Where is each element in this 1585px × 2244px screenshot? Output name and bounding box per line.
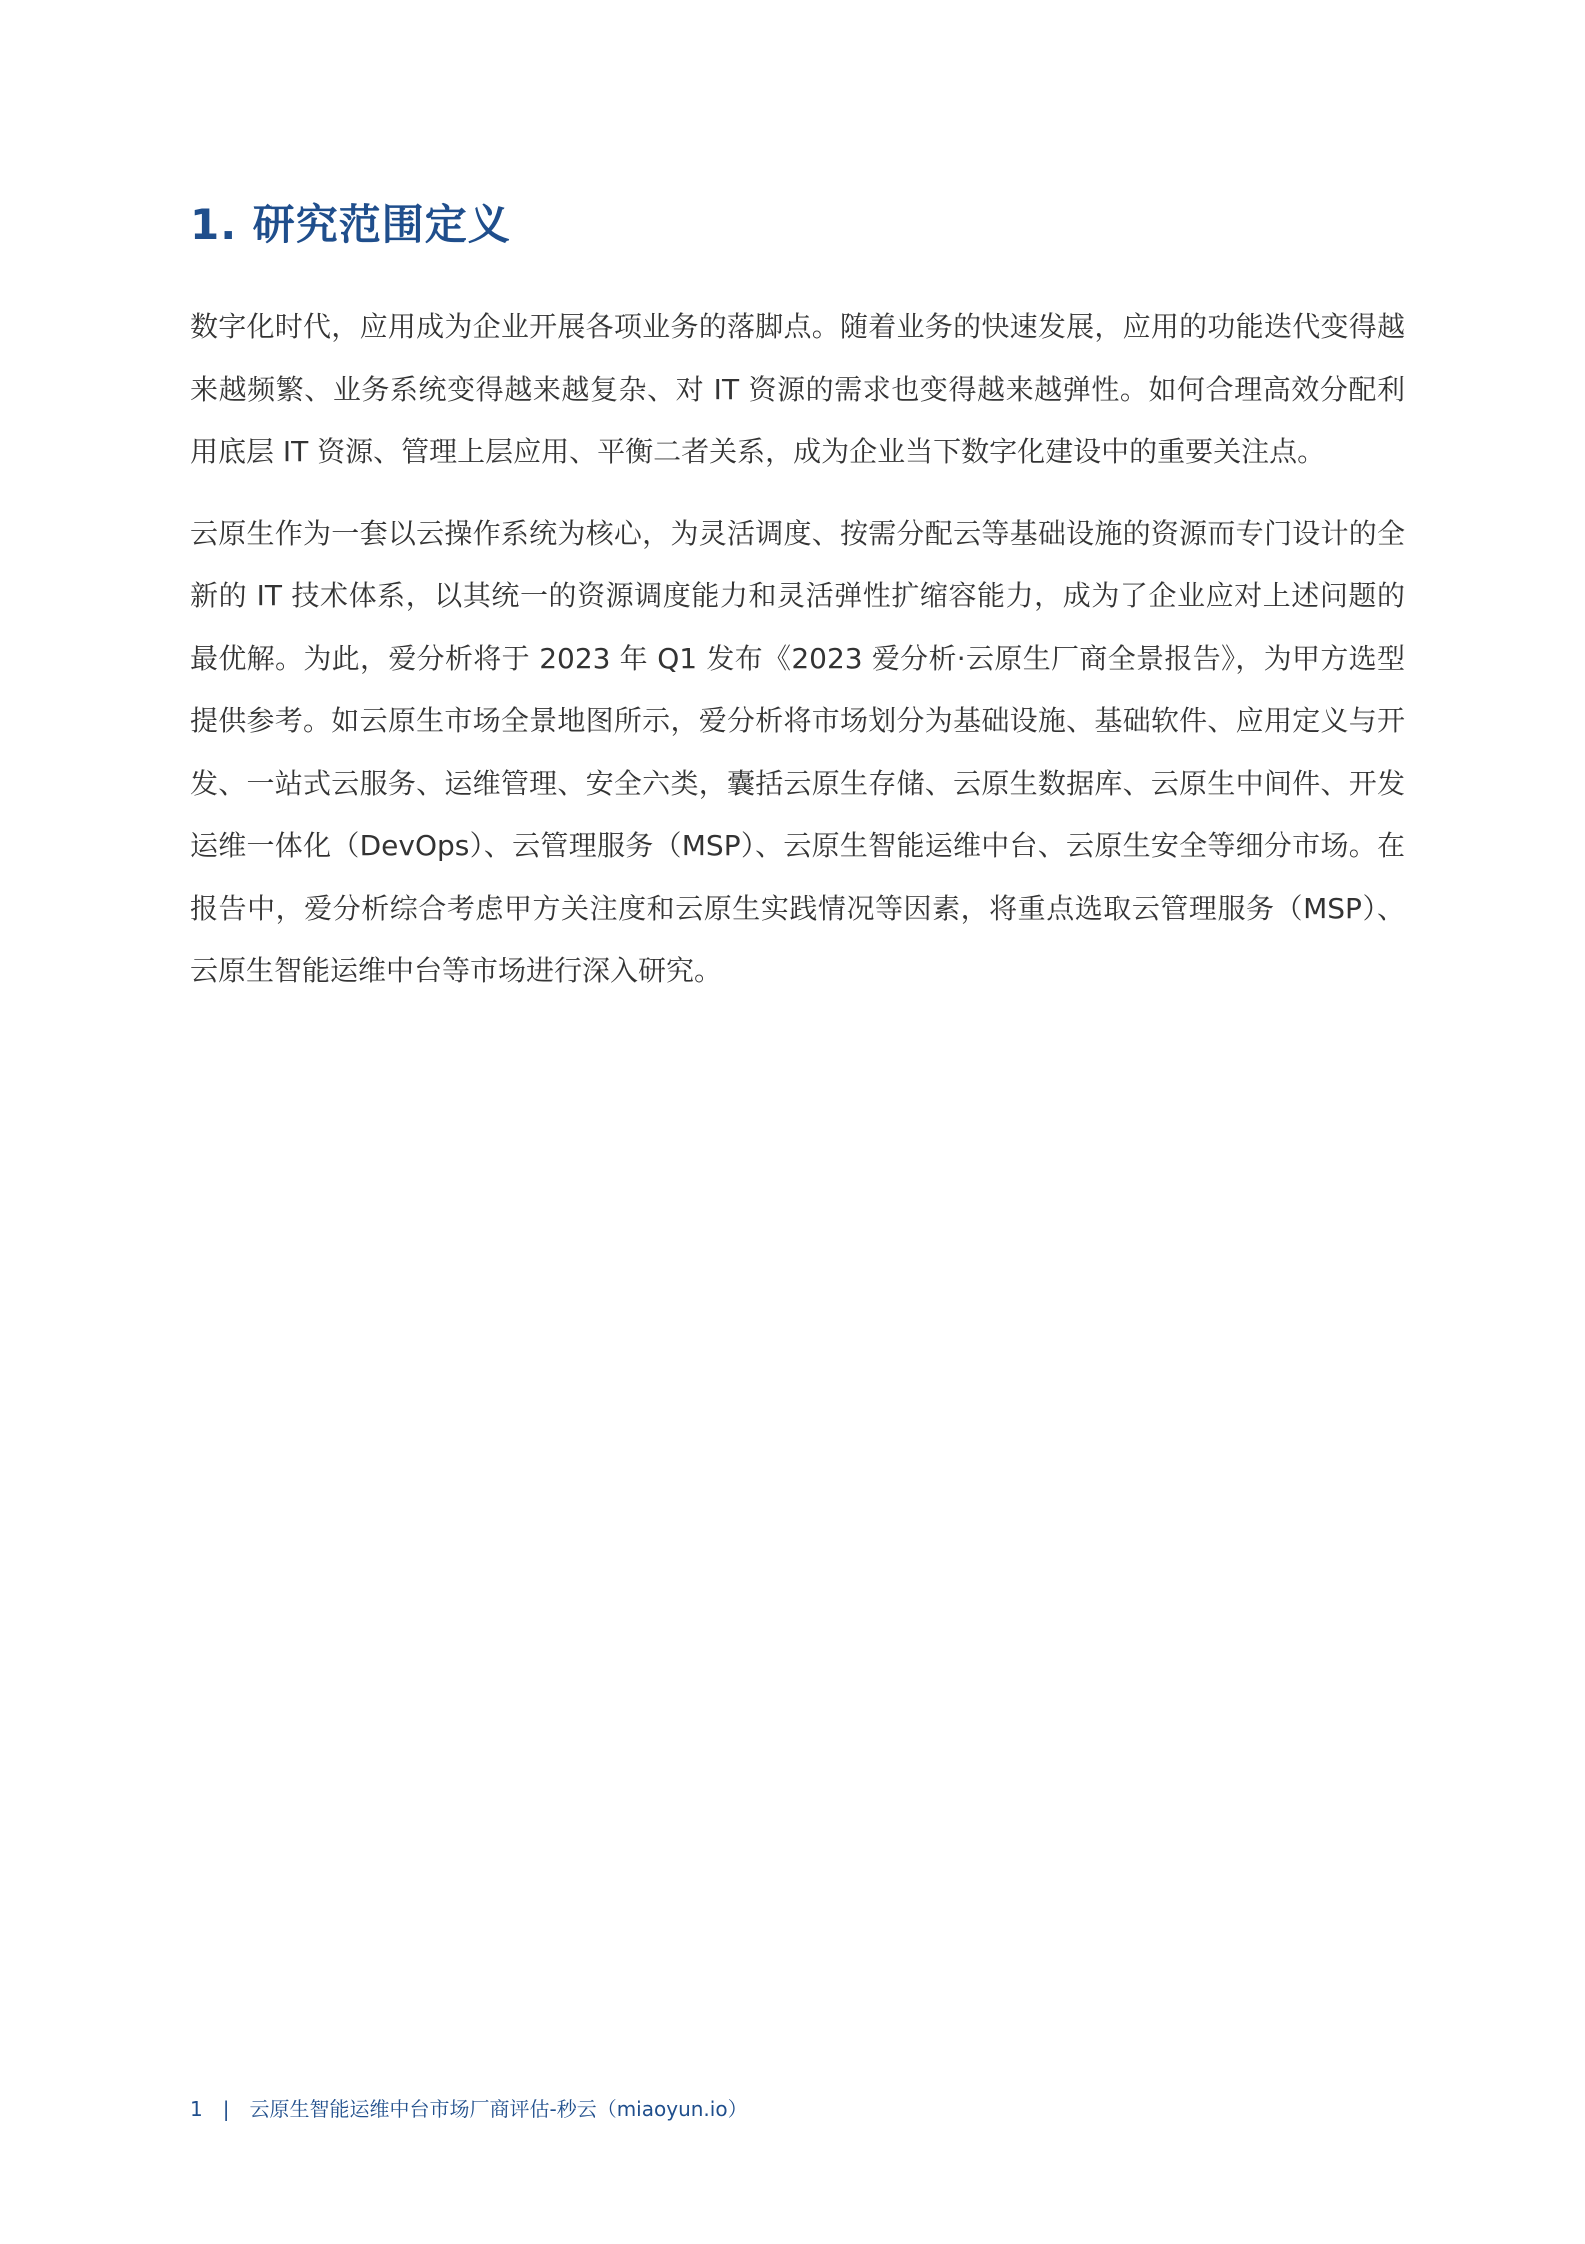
footer-separator: | — [222, 2097, 230, 2121]
paragraph-2: 云原生作为一套以云操作系统为核心，为灵活调度、按需分配云等基础设施的资源而专门设计的全新的 IT 技术体系，以其统一的资源调度能力和灵活弹性扩缩容能力，成为了企业应对上述问题的最优解。为此，爱分析将于 2023 年 Q1 发布《2023 爱分析·云原生厂商全景报告》，为甲方选型提供参考。如云原生市场全景地图所示，爱分析将市场划分为基础设施、基础软件、应用定义与开发、一站式云服务、运维管理、安全六类，囊括云原生存储、云原生数据库、云原生中间件、开发运维一体化（DevOps）、云管理服务（MSP）、云原生智能运维中台、云原生安全等细分市场。在报告中，爱分析综合考虑甲方关注度和云原生实践情况等因素，将重点选取云管理服务（MSP）、云原生智能运维中台等市场进行深入研究。 — [190, 516, 1405, 987]
page-number: 1 — [190, 2097, 203, 2121]
body-text — [190, 296, 1405, 1022]
footer-title: 云原生智能运维中台市场厂商评估-秒云（miaoyun.io） — [249, 2097, 748, 2121]
page-footer — [190, 2097, 748, 2121]
paragraph-1: 数字化时代，应用成为企业开展各项业务的落脚点。随着业务的快速发展，应用的功能迭代变得越来越频繁、业务系统变得越来越复杂、对 IT 资源的需求也变得越来越弹性。如何合理高效分配利用底层 IT 资源、管理上层应用、平衡二者关系，成为企业当下数字化建设中的重要关注点。 — [190, 310, 1405, 468]
section-heading: 1. 研究范围定义 — [190, 200, 511, 249]
